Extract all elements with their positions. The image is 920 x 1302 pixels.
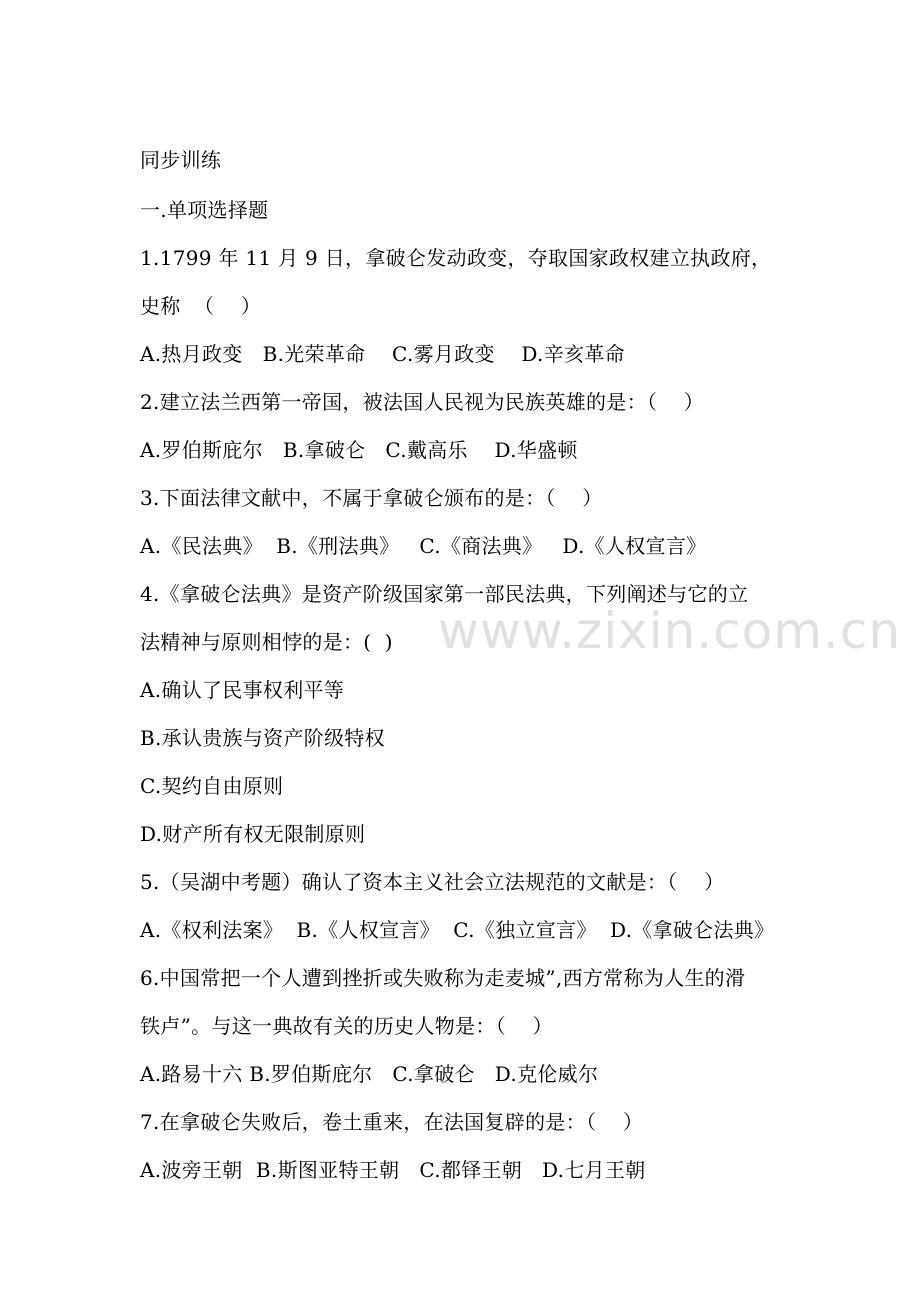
question-2-options: A.罗伯斯庇尔 B.拿破仑 C.戴高乐 D.华盛顿 bbox=[140, 438, 578, 462]
section-heading: 一.单项选择题 bbox=[140, 198, 269, 222]
question-4-option-d: D.财产所有权无限制原则 bbox=[140, 822, 366, 846]
question-4-line-2: 法精神与原则相悖的是：( ) bbox=[140, 630, 393, 654]
question-6-line-1: 6.中国常把一个人遭到挫折或失败称为走麦城”,西方常称为人生的滑 bbox=[140, 966, 746, 990]
question-5-options: A.《权利法案》 B.《人权宣言》 C.《独立宣言》 D.《拿破仑法典》 bbox=[140, 918, 775, 942]
document-title: 同步训练 bbox=[140, 148, 222, 172]
question-4-option-b: B.承认贵族与资产阶级特权 bbox=[140, 726, 385, 750]
question-2: 2.建立法兰西第一帝国，被法国人民视为民族英雄的是：（ ） bbox=[140, 390, 705, 414]
question-1-line-2: 史称 （ ） bbox=[140, 294, 262, 318]
question-3-options: A.《民法典》 B.《刑法典》 C.《商法典》 D.《人权宣言》 bbox=[140, 534, 707, 558]
question-4-option-c: C.契约自由原则 bbox=[140, 774, 284, 798]
question-4-line-1: 4.《拿破仑法典》是资产阶级国家第一部民法典，下列阐述与它的立 bbox=[140, 582, 749, 606]
watermark: www.zixin.com.cn bbox=[438, 602, 902, 660]
question-7: 7.在拿破仑失败后，卷土重来，在法国复辟的是：（ ） bbox=[140, 1110, 644, 1134]
question-5: 5.（吴湖中考题）确认了资本主义社会立法规范的文献是：（ ） bbox=[140, 870, 725, 894]
question-3: 3.下面法律文献中，不属于拿破仑颁布的是：（ ） bbox=[140, 486, 603, 510]
question-7-options: A.波旁王朝 B.斯图亚特王朝 C.都铎王朝 D.七月王朝 bbox=[140, 1158, 646, 1182]
question-1-line-1: 1.1799 年 11 月 9 日，拿破仑发动政变，夺取国家政权建立执政府， bbox=[140, 246, 772, 270]
question-4-option-a: A.确认了民事权利平等 bbox=[140, 678, 345, 702]
question-6-line-2: 铁卢”。与这一典故有关的历史人物是：（ ） bbox=[140, 1014, 553, 1038]
question-6-options: A.路易十六 B.罗伯斯庇尔 C.拿破仑 D.克伦威尔 bbox=[140, 1062, 599, 1086]
question-1-options: A.热月政变 B.光荣革命 C.雾月政变 D.辛亥革命 bbox=[140, 342, 625, 366]
